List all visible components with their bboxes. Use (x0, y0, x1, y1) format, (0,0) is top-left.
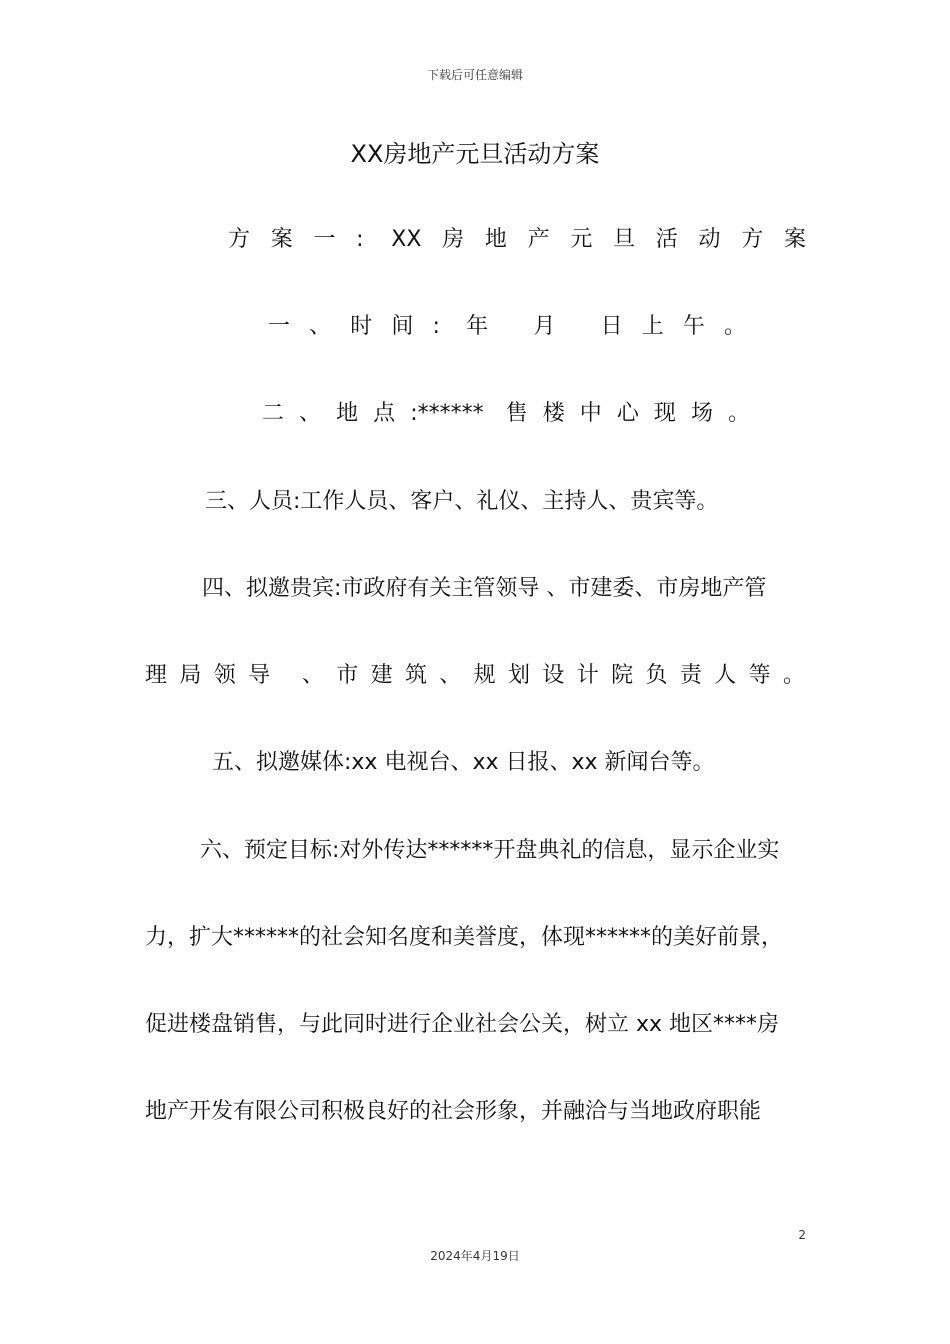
paragraph-line-goals-3: 促进楼盘销售，与此同时进行企业社会公关，树立 xx 地区****房 (145, 1012, 780, 1037)
paragraph-line-plan-heading: 方案一: XX房地产元旦活动方案 (228, 227, 806, 252)
paragraph-line-time: 一、时间: 年 月 日上午。 (268, 314, 746, 339)
paragraph-line-goals-4: 地产开发有限公司积极良好的社会形象，并融洽与当地政府职能 (145, 1099, 762, 1124)
paragraph-line-goals-2: 力，扩大******的社会知名度和美誉度，体现******的美好前景， (145, 925, 784, 950)
document-title: XX房地产元旦活动方案 (350, 140, 600, 168)
paragraph-line-guests-continued: 理局领导 、市建筑、规划设计院负责人等。 (145, 663, 805, 688)
paragraph-line-personnel: 三、人员:工作人员、客户、礼仪、主持人、贵宾等。 (205, 489, 719, 514)
paragraph-line-media: 五、拟邀媒体:xx 电视台、xx 日报、xx 新闻台等。 (212, 750, 715, 775)
paragraph-line-location: 二、地点:****** 售楼中心现场。 (262, 401, 750, 426)
paragraph-line-goals: 六、预定目标:对外传达******开盘典礼的信息，显示企业实 (200, 838, 780, 863)
page-number: 2 (798, 1228, 806, 1242)
page-header-note: 下载后可任意编辑 (426, 68, 523, 82)
paragraph-line-guests: 四、拟邀贵宾:市政府有关主管领导 、市建委、市房地产管 (202, 576, 767, 601)
footer-date: 2024年4月19日 (430, 1249, 520, 1263)
